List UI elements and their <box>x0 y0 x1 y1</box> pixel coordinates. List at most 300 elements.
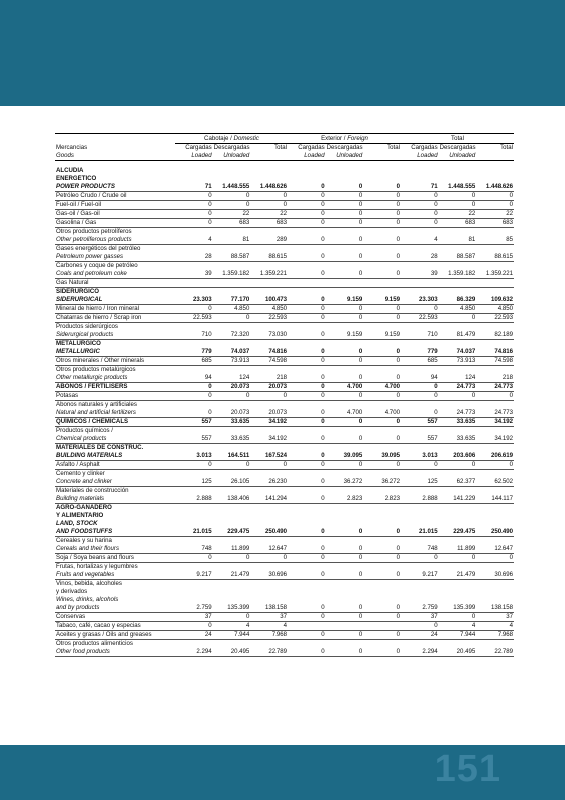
value-cell: 0 <box>326 554 364 563</box>
value-cell: 82.189 <box>476 331 514 340</box>
row-label: Chemical products <box>55 435 175 444</box>
value-cell: 0 <box>288 331 326 340</box>
value-cell: 1.448.555 <box>439 183 477 192</box>
value-cell <box>363 622 401 631</box>
table-row <box>55 631 514 640</box>
value-cell: 0 <box>326 270 364 279</box>
value-cell: 11.899 <box>213 545 251 554</box>
value-cell <box>401 504 439 513</box>
value-cell <box>175 487 213 496</box>
value-cell <box>439 640 477 649</box>
group-header-spacer <box>55 134 175 144</box>
value-cell <box>288 279 326 288</box>
column-header-en: Unloaded <box>326 152 364 161</box>
column-header-en <box>476 152 514 161</box>
value-cell <box>213 580 251 589</box>
row-label: POWER PRODUCTS <box>55 183 175 192</box>
value-cell: 73.030 <box>250 331 288 340</box>
value-cell: 34.192 <box>250 418 288 427</box>
value-cell: 21.015 <box>175 528 213 537</box>
value-cell <box>288 288 326 297</box>
value-cell <box>326 175 364 183</box>
value-cell: 20.073 <box>250 409 288 418</box>
value-cell <box>288 444 326 453</box>
value-cell: 0 <box>213 192 251 201</box>
column-header-en: Loaded <box>175 152 213 161</box>
column-header-row-es <box>55 144 514 153</box>
value-cell <box>175 427 213 436</box>
value-cell <box>476 245 514 254</box>
row-label: Petróleo Crudo / Crude oil <box>55 192 175 201</box>
value-cell: 0 <box>326 348 364 357</box>
table-row <box>55 435 514 444</box>
value-cell: 683 <box>213 219 251 228</box>
value-cell: 0 <box>439 201 477 210</box>
value-cell <box>326 262 364 271</box>
table-row <box>55 648 514 657</box>
value-cell: 748 <box>175 545 213 554</box>
value-cell <box>288 401 326 410</box>
value-cell: 73.913 <box>439 357 477 366</box>
table-row <box>55 504 514 513</box>
value-cell: 141.294 <box>250 495 288 504</box>
value-cell <box>213 175 251 183</box>
value-cell <box>250 470 288 479</box>
value-cell <box>288 470 326 479</box>
value-cell: 138.158 <box>250 604 288 613</box>
value-cell <box>288 504 326 513</box>
value-cell <box>175 537 213 546</box>
value-cell: 4.850 <box>476 305 514 314</box>
value-cell: 0 <box>288 478 326 487</box>
value-cell <box>288 366 326 375</box>
value-cell <box>326 537 364 546</box>
value-cell <box>363 175 401 183</box>
column-header-en: Loaded <box>288 152 326 161</box>
value-cell <box>401 175 439 183</box>
value-cell <box>250 340 288 349</box>
value-cell <box>363 262 401 271</box>
value-cell: 20.495 <box>439 648 477 657</box>
value-cell <box>250 444 288 453</box>
value-cell <box>326 340 364 349</box>
value-cell: 4 <box>175 236 213 245</box>
row-label: ABONOS / FERTILISERS <box>55 383 175 392</box>
row-label: Abonos naturales y artificiales <box>56 401 137 408</box>
row-label: Otros productos metalúrgicos <box>56 366 136 373</box>
value-cell <box>250 427 288 436</box>
value-cell <box>175 323 213 332</box>
table-row <box>55 588 514 596</box>
value-cell: 0 <box>288 192 326 201</box>
value-cell: 0 <box>439 392 477 401</box>
value-cell: 0 <box>175 392 213 401</box>
value-cell: 0 <box>213 554 251 563</box>
value-cell <box>213 512 251 520</box>
value-cell <box>476 288 514 297</box>
value-cell: 73.913 <box>213 357 251 366</box>
value-cell: 24 <box>401 631 439 640</box>
value-cell: 0 <box>288 305 326 314</box>
value-cell <box>401 245 439 254</box>
value-cell: 0 <box>288 435 326 444</box>
value-cell <box>363 470 401 479</box>
row-label: Otros productos petrolíferos <box>56 228 132 235</box>
value-cell <box>439 245 477 254</box>
row-label: y derivados <box>56 588 88 595</box>
value-cell <box>439 340 477 349</box>
value-cell: 9.217 <box>401 571 439 580</box>
value-cell <box>250 537 288 546</box>
value-cell: 4.700 <box>326 409 364 418</box>
value-cell <box>476 470 514 479</box>
value-cell: 0 <box>175 461 213 470</box>
value-cell <box>439 175 477 183</box>
value-cell: 125 <box>401 478 439 487</box>
value-cell: 22 <box>250 210 288 219</box>
value-cell <box>363 427 401 436</box>
value-cell: 0 <box>363 305 401 314</box>
value-cell <box>363 640 401 649</box>
value-cell: 77.170 <box>213 296 251 305</box>
value-cell: 11.899 <box>439 545 477 554</box>
value-cell: 39.095 <box>326 452 364 461</box>
value-cell: 0 <box>250 554 288 563</box>
value-cell: 0 <box>326 374 364 383</box>
value-cell: 0 <box>288 236 326 245</box>
row-label: Wines, drinks, alcohols <box>56 596 119 603</box>
column-header-es: Cargadas <box>411 144 438 151</box>
table-row <box>55 495 514 504</box>
table-row <box>55 545 514 554</box>
value-cell: 1.359.221 <box>250 270 288 279</box>
row-label: SIDERURGICAL <box>55 296 175 305</box>
value-cell <box>288 512 326 520</box>
value-cell: 685 <box>175 357 213 366</box>
row-label: MATERIALES DE CONSTRUC. <box>56 444 144 451</box>
value-cell: 4.850 <box>250 305 288 314</box>
value-cell: 24.773 <box>476 409 514 418</box>
value-cell: 0 <box>476 192 514 201</box>
value-cell <box>476 279 514 288</box>
value-cell <box>363 167 401 175</box>
value-cell <box>363 245 401 254</box>
value-cell: 72.320 <box>213 331 251 340</box>
value-cell: 557 <box>175 435 213 444</box>
value-cell: 7.968 <box>250 631 288 640</box>
value-cell: 37 <box>250 613 288 622</box>
value-cell: 0 <box>363 348 401 357</box>
value-cell: 0 <box>288 545 326 554</box>
row-label: Tabaco, café, cacao y especias <box>55 622 175 631</box>
row-label: Cereales y su harina <box>56 537 112 544</box>
value-cell <box>439 366 477 375</box>
table-row <box>55 452 514 461</box>
table-row <box>55 296 514 305</box>
table-row <box>55 331 514 340</box>
column-header-es: Cargadas <box>185 144 212 151</box>
value-cell: 710 <box>175 331 213 340</box>
table-row <box>55 520 514 528</box>
row-label: Natural and artificial fertilizers <box>55 409 175 418</box>
value-cell <box>326 563 364 572</box>
value-cell: 0 <box>363 435 401 444</box>
value-cell <box>326 366 364 375</box>
value-cell: 206.619 <box>476 452 514 461</box>
table-row <box>55 288 514 297</box>
value-cell: 141.229 <box>439 495 477 504</box>
value-cell <box>401 520 439 528</box>
row-label: Concrete and clinker <box>55 478 175 487</box>
value-cell: 0 <box>439 461 477 470</box>
value-cell <box>326 323 364 332</box>
value-cell: 0 <box>288 409 326 418</box>
value-cell: 81 <box>213 236 251 245</box>
value-cell <box>175 520 213 528</box>
value-cell: 23.303 <box>401 296 439 305</box>
group-label-es: Exterior <box>321 135 343 142</box>
value-cell: 30.696 <box>250 571 288 580</box>
table-row <box>55 262 514 271</box>
value-cell <box>363 596 401 604</box>
value-cell: 0 <box>326 461 364 470</box>
table-row <box>55 210 514 219</box>
value-cell: 0 <box>326 236 364 245</box>
value-cell: 0 <box>326 305 364 314</box>
value-cell <box>401 427 439 436</box>
value-cell: 135.399 <box>439 604 477 613</box>
value-cell <box>326 520 364 528</box>
value-cell <box>439 487 477 496</box>
row-label: Otros minerales / Other minerals <box>55 357 175 366</box>
table-row <box>55 537 514 546</box>
column-header-es: Total <box>274 144 287 151</box>
column-header-es: Descargadas <box>213 144 250 151</box>
value-cell: 4.700 <box>326 383 364 392</box>
value-cell: 34.192 <box>250 435 288 444</box>
value-cell <box>250 580 288 589</box>
value-cell <box>439 563 477 572</box>
value-cell: 85 <box>476 236 514 245</box>
value-cell: 0 <box>326 392 364 401</box>
value-cell <box>401 288 439 297</box>
value-cell: 0 <box>175 622 213 631</box>
row-label: Otros productos alimenticios <box>56 640 133 647</box>
value-cell: 12.647 <box>250 545 288 554</box>
value-cell: 0 <box>213 314 251 323</box>
value-cell: 0 <box>288 392 326 401</box>
value-cell <box>288 588 326 596</box>
value-cell: 26.105 <box>213 478 251 487</box>
value-cell <box>363 580 401 589</box>
value-cell <box>326 228 364 237</box>
value-cell: 0 <box>288 648 326 657</box>
value-cell: 0 <box>326 604 364 613</box>
value-cell <box>213 470 251 479</box>
column-header-es: Descargadas <box>326 144 363 151</box>
table-row <box>55 528 514 537</box>
column-header-goods-en: Goods <box>55 152 175 161</box>
value-cell <box>363 340 401 349</box>
value-cell: 0 <box>213 392 251 401</box>
value-cell <box>175 175 213 183</box>
row-label: Aceites y grasas / Oils and greases <box>55 631 175 640</box>
value-cell <box>476 563 514 572</box>
value-cell: 4 <box>476 622 514 631</box>
table-row <box>55 554 514 563</box>
value-cell <box>439 427 477 436</box>
value-cell: 0 <box>363 613 401 622</box>
value-cell <box>213 588 251 596</box>
value-cell <box>401 596 439 604</box>
value-cell: 37 <box>175 613 213 622</box>
value-cell <box>213 401 251 410</box>
value-cell: 710 <box>401 331 439 340</box>
value-cell: 0 <box>363 571 401 580</box>
value-cell: 0 <box>175 305 213 314</box>
value-cell <box>439 596 477 604</box>
value-cell: 0 <box>288 495 326 504</box>
value-cell: 250.490 <box>476 528 514 537</box>
value-cell <box>326 279 364 288</box>
value-cell: 0 <box>401 192 439 201</box>
value-cell: 1.448.626 <box>476 183 514 192</box>
column-header-en: Unloaded <box>213 152 251 161</box>
value-cell <box>175 580 213 589</box>
table-row <box>55 245 514 254</box>
value-cell: 39 <box>175 270 213 279</box>
row-label: Mineral de hierro / Iron mineral <box>55 305 175 314</box>
value-cell: 0 <box>326 418 364 427</box>
value-cell: 144.117 <box>476 495 514 504</box>
value-cell: 24.773 <box>439 383 477 392</box>
column-header-en <box>363 152 401 161</box>
row-label: Other petroliferous products <box>55 236 175 245</box>
value-cell: 0 <box>476 461 514 470</box>
value-cell: 0 <box>363 236 401 245</box>
value-cell <box>401 537 439 546</box>
group-header-domestic: Cabotaje / Domestic <box>175 134 288 144</box>
value-cell: 22.789 <box>250 648 288 657</box>
value-cell <box>401 228 439 237</box>
value-cell: 0 <box>175 383 213 392</box>
value-cell: 0 <box>288 183 326 192</box>
value-cell <box>439 323 477 332</box>
value-cell: 0 <box>288 528 326 537</box>
row-label: Productos químicos / <box>56 427 113 434</box>
table-row <box>55 167 514 175</box>
value-cell <box>401 323 439 332</box>
value-cell <box>175 470 213 479</box>
row-label: Gasolina / Gas <box>55 219 175 228</box>
value-cell: 33.635 <box>439 435 477 444</box>
value-cell: 557 <box>401 435 439 444</box>
value-cell <box>213 262 251 271</box>
table-row <box>55 401 514 410</box>
value-cell <box>439 262 477 271</box>
value-cell: 0 <box>288 201 326 210</box>
value-cell: 0 <box>326 613 364 622</box>
value-cell: 20.073 <box>213 383 251 392</box>
value-cell: 9.159 <box>326 296 364 305</box>
value-cell <box>250 588 288 596</box>
value-cell <box>250 512 288 520</box>
value-cell <box>250 401 288 410</box>
value-cell <box>326 444 364 453</box>
value-cell: 88.587 <box>213 253 251 262</box>
value-cell <box>175 245 213 254</box>
value-cell: 0 <box>326 357 364 366</box>
column-header-es: Total <box>387 144 400 151</box>
value-cell <box>250 366 288 375</box>
row-label: Siderurgical products <box>55 331 175 340</box>
value-cell <box>326 512 364 520</box>
group-label-en: Foreign <box>347 135 368 142</box>
value-cell: 0 <box>175 554 213 563</box>
column-header-en: Loaded <box>401 152 439 161</box>
value-cell: 4 <box>250 622 288 631</box>
value-cell: 24.773 <box>476 383 514 392</box>
value-cell: 0 <box>288 357 326 366</box>
value-cell: 74.037 <box>439 348 477 357</box>
value-cell <box>476 504 514 513</box>
value-cell <box>439 470 477 479</box>
value-cell: 0 <box>363 648 401 657</box>
value-cell <box>363 279 401 288</box>
row-label: Frutas, hortalizas y legumbres <box>56 563 138 570</box>
value-cell <box>288 245 326 254</box>
value-cell <box>326 504 364 513</box>
value-cell <box>288 640 326 649</box>
row-label: QUÍMICOS / CHEMICALS <box>55 418 175 427</box>
value-cell <box>175 563 213 572</box>
value-cell: 9.159 <box>363 296 401 305</box>
value-cell: 21.015 <box>401 528 439 537</box>
value-cell: 20.073 <box>213 409 251 418</box>
row-label: and by products <box>55 604 175 613</box>
value-cell: 88.615 <box>476 253 514 262</box>
group-header-row <box>55 134 514 144</box>
value-cell: 0 <box>288 219 326 228</box>
value-cell: 557 <box>175 418 213 427</box>
value-cell: 0 <box>439 192 477 201</box>
value-cell: 0 <box>175 210 213 219</box>
value-cell: 0 <box>363 604 401 613</box>
value-cell <box>476 175 514 183</box>
value-cell <box>175 588 213 596</box>
value-cell <box>439 537 477 546</box>
value-cell: 0 <box>363 270 401 279</box>
value-cell: 22.593 <box>401 314 439 323</box>
value-cell: 0 <box>213 613 251 622</box>
value-cell: 0 <box>476 392 514 401</box>
value-cell: 0 <box>401 409 439 418</box>
value-cell <box>401 262 439 271</box>
value-cell <box>326 622 364 631</box>
value-cell <box>213 167 251 175</box>
value-cell: 0 <box>175 219 213 228</box>
value-cell: 39 <box>401 270 439 279</box>
value-cell <box>288 228 326 237</box>
value-cell <box>363 323 401 332</box>
value-cell: 74.037 <box>213 348 251 357</box>
value-cell <box>326 580 364 589</box>
value-cell: 94 <box>175 374 213 383</box>
value-cell: 4.850 <box>439 305 477 314</box>
value-cell: 0 <box>326 219 364 228</box>
value-cell: 34.192 <box>476 418 514 427</box>
value-cell: 4.700 <box>363 409 401 418</box>
